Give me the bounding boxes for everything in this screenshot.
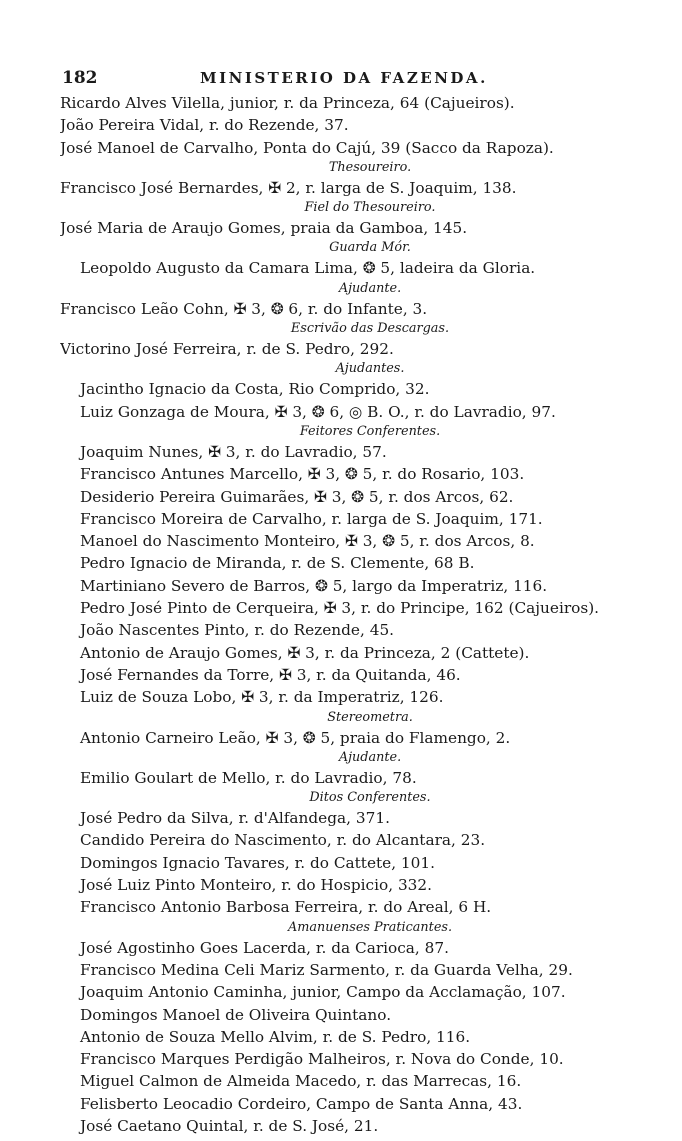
list-item: Antonio de Souza Mello Alvim, r. de S. Pedro, 116. — [80, 1027, 471, 1046]
list-item: Luiz de Souza Lobo, ✠ 3, r. da Imperatriz, 126. — [80, 688, 444, 707]
list-item: Joaquim Antonio Caminha, junior, Campo da Acclamação, 107. — [80, 983, 566, 1002]
list-item: José Pedro da Silva, r. d'Alfandega, 371. — [80, 809, 390, 828]
list-item: Felisberto Leocadio Cordeiro, Campo de Santa Anna, 43. — [80, 1094, 523, 1113]
section-heading: Escrivão das Descargas. — [290, 321, 450, 337]
section-heading: Amanuenses Praticantes. — [287, 919, 453, 935]
list-item: Emilio Goulart de Mello, r. do Lavradio, 78. — [80, 768, 417, 787]
list-item: Joaquim Nunes, ✠ 3, r. do Lavradio, 57. — [80, 442, 387, 461]
list-item: José Agostinho Goes Lacerda, r. da Carioca, 87. — [80, 938, 449, 957]
list-item: José Manoel de Carvalho, Ponta do Cajú, 39 (Sacco da Rapoza). — [60, 138, 554, 157]
list-item: Francisco Leão Cohn, ✠ 3, ❂ 6, r. do Infante, 3. — [60, 299, 428, 318]
list-item: Domingos Manoel de Oliveira Quintano. — [80, 1005, 392, 1024]
list-item: Candido Pereira do Nascimento, r. do Alcantara, 23. — [80, 831, 486, 850]
section-heading: Thesoureiro. — [328, 159, 412, 175]
section-heading: Ajudantes. — [335, 361, 405, 377]
list-item: Francisco Marques Perdigão Malheiros, r. Nova do Conde, 10. — [80, 1050, 564, 1069]
list-item: Francisco Antonio Barbosa Ferreira, r. do Areal, 6 H. — [80, 898, 492, 917]
list-item: José Luiz Pinto Monteiro, r. do Hospicio, 332. — [80, 876, 433, 895]
list-item: Manoel do Nascimento Monteiro, ✠ 3, ❂ 5, r. dos Arcos, 8. — [80, 532, 535, 551]
list-item: Francisco José Bernardes, ✠ 2, r. larga de S. Joaquim, 138. — [60, 178, 517, 197]
list-item: Martiniano Severo de Barros, ❂ 5, largo da Imperatriz, 116. — [80, 576, 548, 595]
directory-list — [60, 92, 640, 1137]
list-item: José Fernandes da Torre, ✠ 3, r. da Quitanda, 46. — [80, 665, 461, 684]
section-heading: Ditos Conferentes. — [309, 790, 431, 806]
list-item: Pedro Ignacio de Miranda, r. de S. Clemente, 68 B. — [80, 554, 475, 573]
list-item: Leopoldo Augusto da Camara Lima, ❂ 5, ladeira da Gloria. — [80, 259, 536, 278]
list-item: Francisco Medina Celi Mariz Sarmento, r. da Guarda Velha, 29. — [80, 960, 573, 979]
list-item: Jacintho Ignacio da Costa, Rio Comprido, 32. — [80, 380, 430, 399]
list-item: Ricardo Alves Vilella, junior, r. da Princeza, 64 (Cajueiros). — [60, 94, 515, 112]
list-item: Pedro José Pinto de Cerqueira, ✠ 3, r. do Principe, 162 (Cajueiros). — [80, 599, 600, 618]
list-item: Domingos Ignacio Tavares, r. do Cattete, 101. — [80, 853, 435, 872]
list-item: Francisco Moreira de Carvalho, r. larga de S. Joaquim, 171. — [80, 509, 543, 528]
section-heading: Ajudante. — [338, 280, 402, 296]
section-heading: Stereometra. — [327, 709, 413, 725]
page-number: 182 — [62, 68, 98, 88]
list-item: Luiz Gonzaga de Moura, ✠ 3, ❂ 6, ◎ B. O., r. do Lavradio, 97. — [80, 402, 556, 421]
list-item: Antonio de Araujo Gomes, ✠ 3, r. da Princeza, 2 (Cattete). — [80, 643, 530, 662]
list-item: João Pereira Vidal, r. do Rezende, 37. — [60, 116, 349, 135]
list-item: José Maria de Araujo Gomes, praia da Gamboa, 145. — [60, 219, 468, 238]
list-item: Miguel Calmon de Almeida Macedo, r. das Marrecas, 16. — [80, 1072, 522, 1091]
list-item: José Caetano Quintal, r. de S. José, 21. — [80, 1116, 379, 1135]
list-item: João Nascentes Pinto, r. do Rezende, 45. — [80, 621, 395, 640]
section-heading: Guarda Mór. — [329, 240, 411, 256]
section-heading: Ajudante. — [338, 749, 402, 765]
list-item: Francisco Antunes Marcello, ✠ 3, ❂ 5, r. do Rosario, 103. — [80, 465, 525, 484]
page-header — [62, 68, 622, 92]
section-heading: Feitores Conferentes. — [299, 423, 441, 439]
list-item: Victorino José Ferreira, r. de S. Pedro, 292. — [60, 340, 394, 359]
list-item: Antonio Carneiro Leão, ✠ 3, ❂ 5, praia do Flamengo, 2. — [80, 728, 511, 747]
list-item: Desiderio Pereira Guimarães, ✠ 3, ❂ 5, r. dos Arcos, 62. — [80, 487, 514, 506]
page-title: MINISTERIO DA FAZENDA. — [200, 69, 488, 87]
section-heading: Fiel do Thesoureiro. — [304, 200, 436, 216]
